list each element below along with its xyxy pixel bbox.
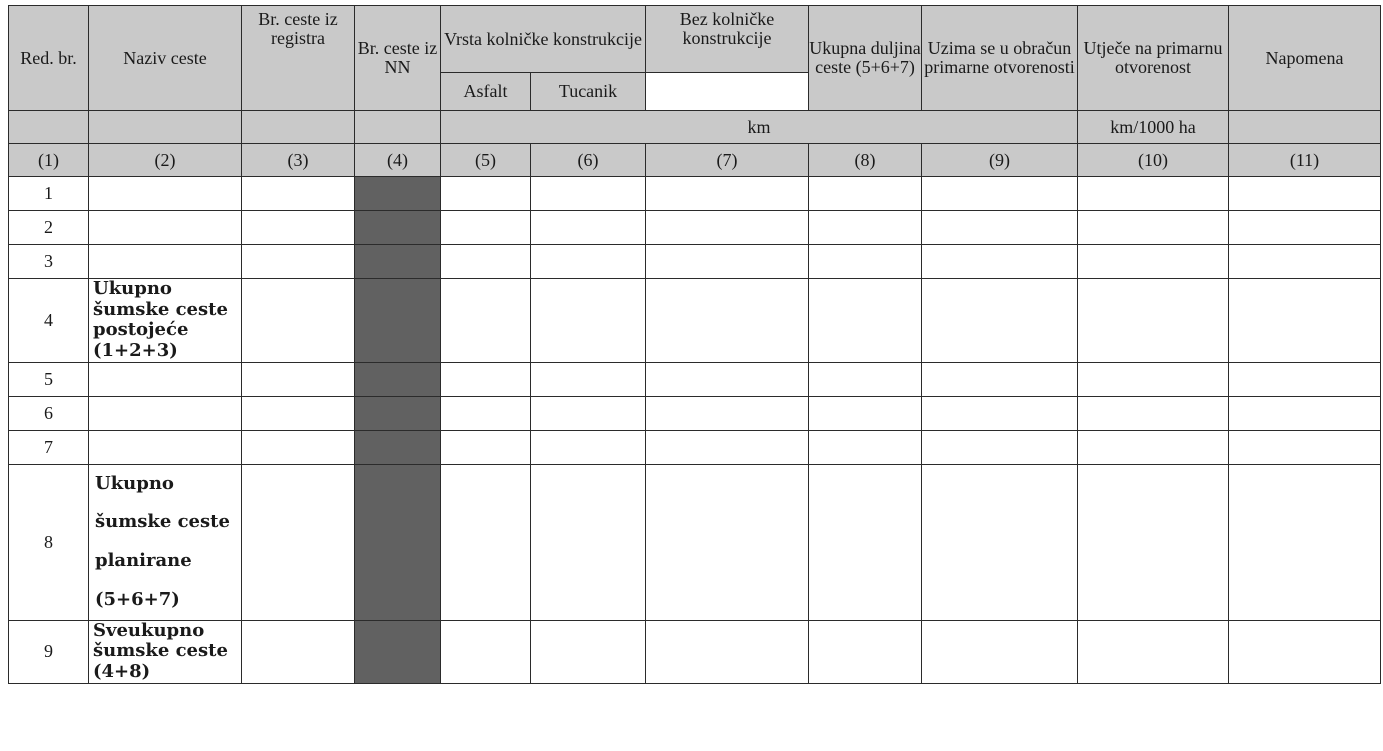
- row-number: 7: [9, 430, 89, 464]
- cell-napomena[interactable]: [1229, 211, 1381, 245]
- cell-br-registra[interactable]: [242, 464, 355, 620]
- column-numbers-row: [9, 144, 1381, 177]
- col-header-asfalt: Asfalt: [441, 73, 531, 111]
- cell-br-registra[interactable]: [242, 279, 355, 363]
- cell-asfalt[interactable]: [441, 620, 531, 683]
- cell-br-registra[interactable]: [242, 245, 355, 279]
- col-header-utjece: Utječe na primarnu otvorenost: [1078, 6, 1229, 111]
- row-number: 1: [9, 177, 89, 211]
- cell-br-nn-disabled: [355, 245, 441, 279]
- cell-bez-kolnicke[interactable]: [646, 177, 809, 211]
- cell-br-nn-disabled: [355, 362, 441, 396]
- cell-ukupna-duljina[interactable]: [809, 177, 922, 211]
- row-number: 8: [9, 464, 89, 620]
- row-number: 9: [9, 620, 89, 683]
- col-header-tucanik: Tucanik: [531, 73, 646, 111]
- cell-napomena[interactable]: [1229, 362, 1381, 396]
- road-name-total-planned: Ukupno šumske ceste planirane (5+6+7): [89, 464, 242, 620]
- column-number: (8): [809, 144, 922, 177]
- road-name-cell[interactable]: [89, 430, 242, 464]
- cell-br-nn-disabled: [355, 211, 441, 245]
- column-number: (10): [1078, 144, 1229, 177]
- cell-ukupna-duljina[interactable]: [809, 211, 922, 245]
- cell-tucanik[interactable]: [531, 620, 646, 683]
- column-number: (5): [441, 144, 531, 177]
- column-number: (11): [1229, 144, 1381, 177]
- cell-uzima-se[interactable]: [922, 620, 1078, 683]
- col-header-br-ceste-nn: Br. ceste iz NN: [355, 6, 441, 111]
- cell-bez-kolnicke[interactable]: [646, 620, 809, 683]
- cell-utjece[interactable]: [1078, 396, 1229, 430]
- table-row: [9, 362, 1381, 396]
- unit-cell-blank: [9, 111, 89, 144]
- row-number: 4: [9, 279, 89, 363]
- col-header-red-br: Red. br.: [9, 6, 89, 111]
- cell-br-nn-disabled: [355, 464, 441, 620]
- road-register-table: [8, 5, 1381, 684]
- cell-tucanik[interactable]: [531, 279, 646, 363]
- cell-asfalt[interactable]: [441, 396, 531, 430]
- cell-ukupna-duljina[interactable]: [809, 245, 922, 279]
- cell-uzima-se[interactable]: [922, 211, 1078, 245]
- unit-cell-blank: [242, 111, 355, 144]
- road-name-cell[interactable]: [89, 177, 242, 211]
- cell-ukupna-duljina[interactable]: [809, 620, 922, 683]
- cell-br-nn-disabled: [355, 279, 441, 363]
- table-row: [9, 245, 1381, 279]
- cell-tucanik[interactable]: [531, 362, 646, 396]
- cell-ukupna-duljina[interactable]: [809, 396, 922, 430]
- cell-br-registra[interactable]: [242, 620, 355, 683]
- cell-br-registra[interactable]: [242, 396, 355, 430]
- col-header-naziv-ceste: Naziv ceste: [89, 6, 242, 111]
- column-number: (9): [922, 144, 1078, 177]
- col-header-bez-kolnicke: Bez kolničke konstrukcije: [646, 6, 809, 73]
- cell-bez-kolnicke[interactable]: [646, 245, 809, 279]
- cell-uzima-se[interactable]: [922, 279, 1078, 363]
- cell-ukupna-duljina[interactable]: [809, 279, 922, 363]
- col-header-bez-kolnicke-blank: [646, 73, 809, 111]
- cell-napomena[interactable]: [1229, 396, 1381, 430]
- road-name-cell[interactable]: [89, 362, 242, 396]
- col-header-br-ceste-registra: Br. ceste iz registra: [242, 6, 355, 111]
- cell-asfalt[interactable]: [441, 279, 531, 363]
- cell-ukupna-duljina[interactable]: [809, 362, 922, 396]
- cell-napomena[interactable]: [1229, 430, 1381, 464]
- col-header-vrsta-kolnicke: Vrsta kolničke konstrukcije: [441, 6, 646, 73]
- cell-asfalt[interactable]: [441, 464, 531, 620]
- cell-bez-kolnicke[interactable]: [646, 279, 809, 363]
- cell-utjece[interactable]: [1078, 464, 1229, 620]
- cell-uzima-se[interactable]: [922, 396, 1078, 430]
- cell-utjece[interactable]: [1078, 362, 1229, 396]
- cell-utjece[interactable]: [1078, 177, 1229, 211]
- unit-km: km: [441, 111, 1078, 144]
- cell-br-nn-disabled: [355, 430, 441, 464]
- column-number: (3): [242, 144, 355, 177]
- column-number: (7): [646, 144, 809, 177]
- cell-asfalt[interactable]: [441, 362, 531, 396]
- cell-utjece[interactable]: [1078, 620, 1229, 683]
- cell-tucanik[interactable]: [531, 464, 646, 620]
- cell-tucanik[interactable]: [531, 211, 646, 245]
- row-number: 6: [9, 396, 89, 430]
- column-number: (6): [531, 144, 646, 177]
- cell-bez-kolnicke[interactable]: [646, 396, 809, 430]
- cell-utjece[interactable]: [1078, 211, 1229, 245]
- table-row: [9, 211, 1381, 245]
- cell-tucanik[interactable]: [531, 396, 646, 430]
- cell-br-registra[interactable]: [242, 211, 355, 245]
- cell-asfalt[interactable]: [441, 177, 531, 211]
- cell-uzima-se[interactable]: [922, 464, 1078, 620]
- cell-uzima-se[interactable]: [922, 362, 1078, 396]
- table-row-total-existing: [9, 279, 1381, 363]
- unit-cell-blank: [1229, 111, 1381, 144]
- col-header-uzima-se: Uzima se u obračun primarne otvorenosti: [922, 6, 1078, 111]
- cell-napomena[interactable]: [1229, 279, 1381, 363]
- cell-asfalt[interactable]: [441, 211, 531, 245]
- road-name-cell[interactable]: [89, 396, 242, 430]
- road-name-cell[interactable]: [89, 211, 242, 245]
- cell-ukupna-duljina[interactable]: [809, 464, 922, 620]
- cell-napomena[interactable]: [1229, 464, 1381, 620]
- cell-br-nn-disabled: [355, 177, 441, 211]
- cell-tucanik[interactable]: [531, 177, 646, 211]
- cell-uzima-se[interactable]: [922, 430, 1078, 464]
- table-row-total-planned: [9, 464, 1381, 620]
- road-name-total-existing: Ukupno šumske ceste postojeće (1+2+3): [89, 279, 242, 363]
- road-name-grand-total: Sveukupno šumske ceste (4+8): [89, 620, 242, 683]
- table-row-grand-total: [9, 620, 1381, 683]
- units-row: [9, 111, 1381, 144]
- cell-utjece[interactable]: [1078, 245, 1229, 279]
- cell-tucanik[interactable]: [531, 245, 646, 279]
- unit-cell-blank: [89, 111, 242, 144]
- cell-bez-kolnicke[interactable]: [646, 211, 809, 245]
- column-number: (4): [355, 144, 441, 177]
- unit-cell-blank: [355, 111, 441, 144]
- cell-br-nn-disabled: [355, 396, 441, 430]
- cell-napomena[interactable]: [1229, 177, 1381, 211]
- unit-km-per-1000ha: km/1000 ha: [1078, 111, 1229, 144]
- cell-utjece[interactable]: [1078, 430, 1229, 464]
- table-row: [9, 177, 1381, 211]
- cell-napomena[interactable]: [1229, 245, 1381, 279]
- road-name-cell[interactable]: [89, 245, 242, 279]
- cell-br-registra[interactable]: [242, 362, 355, 396]
- cell-utjece[interactable]: [1078, 279, 1229, 363]
- cell-bez-kolnicke[interactable]: [646, 362, 809, 396]
- cell-asfalt[interactable]: [441, 245, 531, 279]
- col-header-ukupna-duljina: Ukupna duljina ceste (5+6+7): [809, 6, 922, 111]
- row-number: 2: [9, 211, 89, 245]
- cell-napomena[interactable]: [1229, 620, 1381, 683]
- cell-br-registra[interactable]: [242, 430, 355, 464]
- table-row: [9, 396, 1381, 430]
- col-header-napomena: Napomena: [1229, 6, 1381, 111]
- cell-asfalt[interactable]: [441, 430, 531, 464]
- cell-uzima-se[interactable]: [922, 177, 1078, 211]
- cell-br-registra[interactable]: [242, 177, 355, 211]
- cell-ukupna-duljina[interactable]: [809, 430, 922, 464]
- cell-tucanik[interactable]: [531, 430, 646, 464]
- cell-br-nn-disabled: [355, 620, 441, 683]
- cell-bez-kolnicke[interactable]: [646, 464, 809, 620]
- header-row-1: [9, 6, 1381, 73]
- cell-bez-kolnicke[interactable]: [646, 430, 809, 464]
- cell-uzima-se[interactable]: [922, 245, 1078, 279]
- row-number: 5: [9, 362, 89, 396]
- column-number: (2): [89, 144, 242, 177]
- table-row: [9, 430, 1381, 464]
- column-number: (1): [9, 144, 89, 177]
- row-number: 3: [9, 245, 89, 279]
